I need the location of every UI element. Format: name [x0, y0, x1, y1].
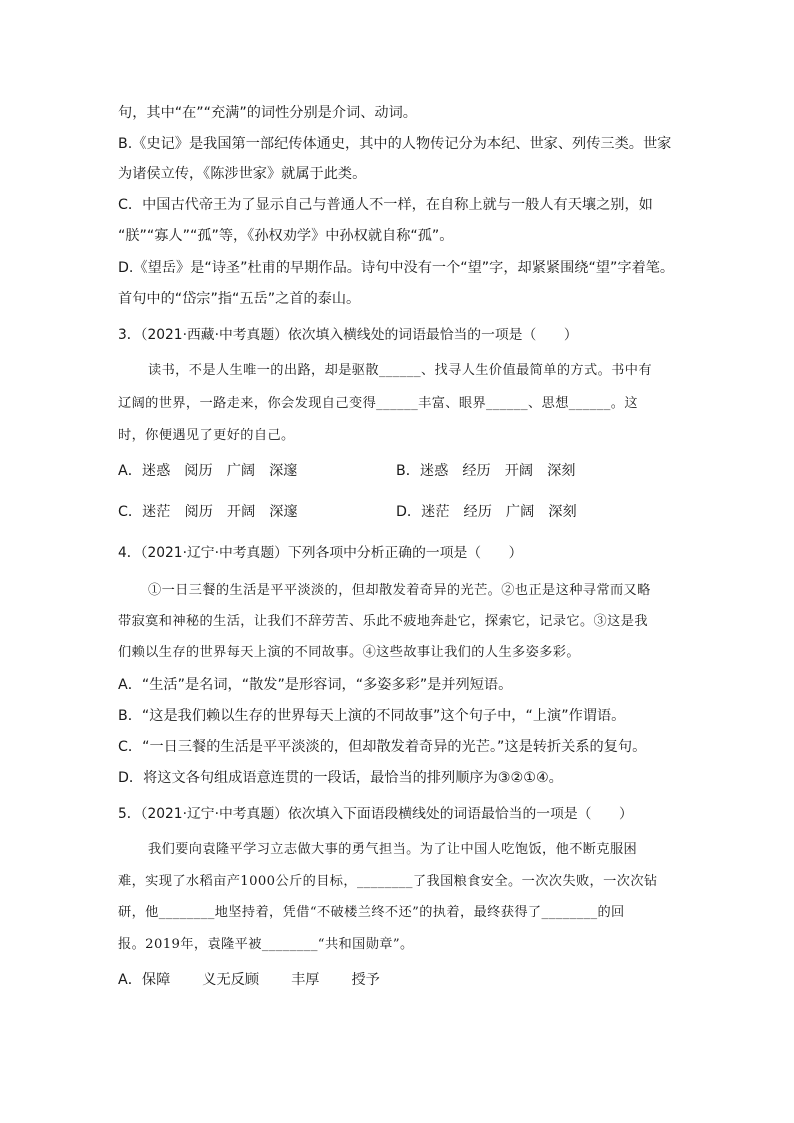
- q5-stem: 5．（2021·辽宁·中考真题）依次填入下面语段横线处的词语最恰当的一项是（ ）: [118, 806, 633, 822]
- q4-passage-line: ①一日三餐的生活是平平淡淡的，但却散发着奇异的光芒。②也正是这种寻常而又略: [148, 583, 651, 598]
- q4-passage-line: 们赖以生存的世界每天上演的不同故事。④这些故事让我们的人生多姿多彩。: [118, 645, 580, 660]
- q4-passage-line: 带寂寞和神秘的生活，让我们不辞劳苦、乐此不疲地奔赴它，探索它，记录它。③这是我: [118, 614, 648, 629]
- q4-option-c: C．“一日三餐的生活是平平淡淡的，但却散发着奇异的光芒。”这是转折关系的复句。: [118, 739, 647, 755]
- q3-passage-line: 读书，不是人生唯一的出路，却是驱散______、找寻人生价值最简单的方式。书中有: [148, 363, 652, 378]
- q3-option-c: C．迷茫 阅历 开阔 深邃: [118, 504, 298, 520]
- q5-passage-line: 报。2019年，袁隆平被________“共和国勋章”。: [118, 937, 414, 952]
- continuation-line: B.《史记》是我国第一部纪传体通史，其中的人物传记分为本纪、世家、列传三类。世家: [118, 136, 672, 152]
- continuation-line: “朕”“寡人”“孤”等，《孙权劝学》中孙权就自称“孤”。: [118, 228, 454, 244]
- q4-option-b: B．“这是我们赖以生存的世界每天上演的不同故事”这个句子中，“上演”作谓语。: [118, 708, 626, 724]
- q5-passage-line: 难，实现了水稻亩产1000公斤的目标，________了我国粮食安全。一次次失败，一次次钻: [118, 874, 658, 889]
- continuation-line: 首句中的“岱宗”指“五岳”之首的泰山。: [118, 291, 361, 307]
- q5-passage-line: 研，他________地坚持着，凭借“不破楼兰终不还”的执着，最终获得了________的回: [118, 905, 625, 920]
- q3-option-a: A．迷惑 阅历 广阔 深邃: [118, 463, 298, 479]
- q3-option-b: B．迷惑 经历 开阔 深刻: [396, 463, 576, 479]
- q3-stem: 3．（2021·西藏·中考真题）依次填入横线处的词语最恰当的一项是（ ）: [118, 327, 578, 343]
- q5-passage-line: 我们要向袁隆平学习立志做大事的勇气担当。为了让中国人吃饱饭，他不断克服困: [148, 842, 638, 857]
- continuation-line: D.《望岳》是“诗圣”杜甫的早期作品。诗句中没有一个“望”字，却紧紧围绕“望”字着笔。: [118, 260, 675, 276]
- continuation-line: C．中国古代帝王为了显示自己与普通人不一样，在自称上就与一般人有天壤之别，如: [118, 197, 653, 213]
- q4-option-d: D．将这文各句组成语意连贯的一段话，最恰当的排列顺序为③②①④。: [118, 770, 563, 786]
- q4-stem: 4．（2021·辽宁·中考真题）下列各项中分析正确的一项是（ ）: [118, 545, 523, 561]
- q3-passage-line: 时，你便遇见了更好的自己。: [118, 428, 295, 443]
- continuation-line: 句，其中“在”“充满”的词性分别是介词、动词。: [118, 105, 417, 121]
- q4-option-a: A．“生活”是名词，“散发”是形容词，“多姿多彩”是并列短语。: [118, 677, 513, 693]
- q3-option-d: D．迷茫 经历 广阔 深刻: [396, 504, 577, 520]
- continuation-line: 为诸侯立传，《陈涉世家》就属于此类。: [118, 166, 367, 182]
- q3-passage-line: 辽阔的世界，一路走来，你会发现自己变得______丰富、眼界______、思想______。这: [118, 396, 638, 411]
- q5-option-a: A．保障 义无反顾 丰厚 授予: [118, 972, 380, 988]
